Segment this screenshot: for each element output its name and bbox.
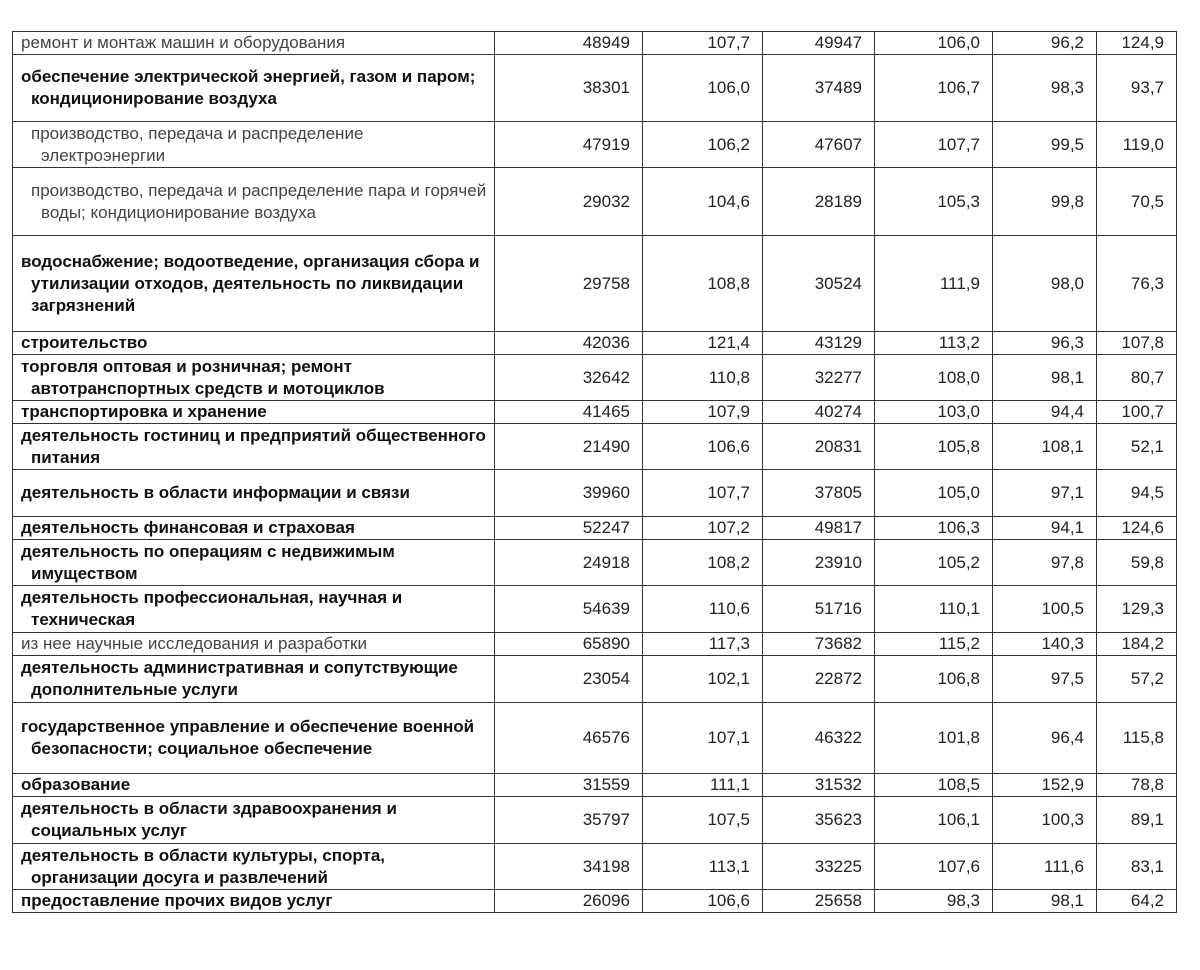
value-cell-col-2: 107,2 (643, 517, 763, 540)
row-label: деятельность в области информации и связи (13, 470, 495, 517)
value-cell-col-5: 94,4 (993, 401, 1097, 424)
value-cell-col-4: 106,7 (875, 55, 993, 122)
value-cell-col-4: 103,0 (875, 401, 993, 424)
value-cell-col-3: 35623 (763, 797, 875, 844)
row-label: транспортировка и хранение (13, 401, 495, 424)
value-cell-col-4: 110,1 (875, 586, 993, 633)
table-row (13, 540, 1177, 586)
value-cell-col-4: 107,6 (875, 844, 993, 890)
value-cell-col-6: 89,1 (1097, 797, 1177, 844)
value-cell-col-5: 96,3 (993, 332, 1097, 355)
value-cell-col-3: 37489 (763, 55, 875, 122)
value-cell-col-3: 22872 (763, 656, 875, 703)
value-cell-col-5: 108,1 (993, 424, 1097, 470)
value-cell-col-4: 106,8 (875, 656, 993, 703)
value-cell-col-2: 107,7 (643, 470, 763, 517)
row-label: деятельность административная и сопутствующие дополнительные услуги (13, 656, 495, 703)
row-label: государственное управление и обеспечение военной безопасности; социальное обеспечение (13, 703, 495, 774)
value-cell-col-1: 32642 (495, 355, 643, 401)
table-body (13, 32, 1177, 913)
value-cell-col-2: 108,8 (643, 236, 763, 332)
table-row (13, 774, 1177, 797)
table-row (13, 656, 1177, 703)
value-cell-col-2: 104,6 (643, 168, 763, 236)
value-cell-col-4: 105,3 (875, 168, 993, 236)
value-cell-col-3: 37805 (763, 470, 875, 517)
value-cell-col-2: 107,1 (643, 703, 763, 774)
value-cell-col-1: 26096 (495, 890, 643, 913)
value-cell-col-1: 46576 (495, 703, 643, 774)
value-cell-col-2: 111,1 (643, 774, 763, 797)
value-cell-col-4: 105,0 (875, 470, 993, 517)
value-cell-col-5: 99,8 (993, 168, 1097, 236)
value-cell-col-3: 20831 (763, 424, 875, 470)
row-label: деятельность гостиниц и предприятий общественного питания (13, 424, 495, 470)
value-cell-col-6: 119,0 (1097, 122, 1177, 168)
value-cell-col-4: 106,3 (875, 517, 993, 540)
value-cell-col-1: 31559 (495, 774, 643, 797)
value-cell-col-2: 110,8 (643, 355, 763, 401)
wage-statistics-table (12, 31, 1177, 913)
value-cell-col-2: 106,0 (643, 55, 763, 122)
table-row (13, 633, 1177, 656)
value-cell-col-5: 111,6 (993, 844, 1097, 890)
value-cell-col-4: 98,3 (875, 890, 993, 913)
table-row (13, 236, 1177, 332)
value-cell-col-3: 73682 (763, 633, 875, 656)
value-cell-col-3: 49947 (763, 32, 875, 55)
row-label: образование (13, 774, 495, 797)
value-cell-col-1: 42036 (495, 332, 643, 355)
value-cell-col-5: 98,1 (993, 355, 1097, 401)
value-cell-col-4: 101,8 (875, 703, 993, 774)
value-cell-col-3: 49817 (763, 517, 875, 540)
value-cell-col-2: 107,9 (643, 401, 763, 424)
value-cell-col-2: 121,4 (643, 332, 763, 355)
value-cell-col-5: 97,5 (993, 656, 1097, 703)
value-cell-col-4: 111,9 (875, 236, 993, 332)
row-label: торговля оптовая и розничная; ремонт автотранспортных средств и мотоциклов (13, 355, 495, 401)
row-label: производство, передача и распределение электроэнергии (13, 122, 495, 168)
value-cell-col-6: 80,7 (1097, 355, 1177, 401)
value-cell-col-6: 124,6 (1097, 517, 1177, 540)
value-cell-col-6: 52,1 (1097, 424, 1177, 470)
value-cell-col-1: 24918 (495, 540, 643, 586)
value-cell-col-6: 93,7 (1097, 55, 1177, 122)
value-cell-col-1: 65890 (495, 633, 643, 656)
value-cell-col-6: 100,7 (1097, 401, 1177, 424)
table-row (13, 470, 1177, 517)
value-cell-col-6: 107,8 (1097, 332, 1177, 355)
value-cell-col-6: 83,1 (1097, 844, 1177, 890)
value-cell-col-4: 113,2 (875, 332, 993, 355)
value-cell-col-3: 33225 (763, 844, 875, 890)
table-row (13, 586, 1177, 633)
value-cell-col-4: 106,1 (875, 797, 993, 844)
value-cell-col-2: 106,6 (643, 890, 763, 913)
value-cell-col-5: 98,0 (993, 236, 1097, 332)
value-cell-col-4: 105,2 (875, 540, 993, 586)
value-cell-col-1: 23054 (495, 656, 643, 703)
value-cell-col-6: 64,2 (1097, 890, 1177, 913)
value-cell-col-4: 108,0 (875, 355, 993, 401)
table-row (13, 122, 1177, 168)
value-cell-col-6: 78,8 (1097, 774, 1177, 797)
row-label: деятельность в области здравоохранения и социальных услуг (13, 797, 495, 844)
value-cell-col-1: 52247 (495, 517, 643, 540)
value-cell-col-6: 59,8 (1097, 540, 1177, 586)
row-label: деятельность профессиональная, научная и техническая (13, 586, 495, 633)
table-row (13, 890, 1177, 913)
row-label: предоставление прочих видов услуг (13, 890, 495, 913)
value-cell-col-6: 115,8 (1097, 703, 1177, 774)
table-row (13, 797, 1177, 844)
value-cell-col-5: 140,3 (993, 633, 1097, 656)
value-cell-col-6: 70,5 (1097, 168, 1177, 236)
value-cell-col-4: 108,5 (875, 774, 993, 797)
value-cell-col-1: 29032 (495, 168, 643, 236)
value-cell-col-3: 31532 (763, 774, 875, 797)
value-cell-col-4: 115,2 (875, 633, 993, 656)
table-row (13, 401, 1177, 424)
value-cell-col-2: 106,2 (643, 122, 763, 168)
value-cell-col-2: 108,2 (643, 540, 763, 586)
row-label: деятельность финансовая и страховая (13, 517, 495, 540)
value-cell-col-4: 107,7 (875, 122, 993, 168)
value-cell-col-1: 38301 (495, 55, 643, 122)
value-cell-col-5: 152,9 (993, 774, 1097, 797)
row-label: из нее научные исследования и разработки (13, 633, 495, 656)
value-cell-col-6: 124,9 (1097, 32, 1177, 55)
value-cell-col-6: 76,3 (1097, 236, 1177, 332)
value-cell-col-5: 99,5 (993, 122, 1097, 168)
value-cell-col-3: 23910 (763, 540, 875, 586)
value-cell-col-2: 106,6 (643, 424, 763, 470)
value-cell-col-2: 102,1 (643, 656, 763, 703)
value-cell-col-5: 96,2 (993, 32, 1097, 55)
value-cell-col-3: 30524 (763, 236, 875, 332)
value-cell-col-2: 107,5 (643, 797, 763, 844)
value-cell-col-4: 106,0 (875, 32, 993, 55)
value-cell-col-1: 35797 (495, 797, 643, 844)
value-cell-col-5: 97,1 (993, 470, 1097, 517)
value-cell-col-1: 21490 (495, 424, 643, 470)
value-cell-col-1: 34198 (495, 844, 643, 890)
value-cell-col-1: 48949 (495, 32, 643, 55)
value-cell-col-3: 46322 (763, 703, 875, 774)
row-label: производство, передача и распределение пара и горячей воды; кондиционирование воздуха (13, 168, 495, 236)
value-cell-col-5: 98,1 (993, 890, 1097, 913)
value-cell-col-2: 113,1 (643, 844, 763, 890)
row-label: ремонт и монтаж машин и оборудования (13, 32, 495, 55)
row-label: обеспечение электрической энергией, газом и паром; кондиционирование воздуха (13, 55, 495, 122)
value-cell-col-3: 43129 (763, 332, 875, 355)
value-cell-col-4: 105,8 (875, 424, 993, 470)
value-cell-col-3: 28189 (763, 168, 875, 236)
table-row (13, 517, 1177, 540)
value-cell-col-6: 129,3 (1097, 586, 1177, 633)
value-cell-col-2: 107,7 (643, 32, 763, 55)
table-row (13, 424, 1177, 470)
value-cell-col-2: 110,6 (643, 586, 763, 633)
value-cell-col-2: 117,3 (643, 633, 763, 656)
value-cell-col-1: 41465 (495, 401, 643, 424)
row-label: строительство (13, 332, 495, 355)
value-cell-col-6: 184,2 (1097, 633, 1177, 656)
value-cell-col-6: 57,2 (1097, 656, 1177, 703)
value-cell-col-3: 32277 (763, 355, 875, 401)
table-row (13, 332, 1177, 355)
value-cell-col-3: 47607 (763, 122, 875, 168)
value-cell-col-5: 97,8 (993, 540, 1097, 586)
value-cell-col-5: 94,1 (993, 517, 1097, 540)
value-cell-col-3: 40274 (763, 401, 875, 424)
value-cell-col-1: 39960 (495, 470, 643, 517)
row-label: водоснабжение; водоотведение, организация сбора и утилизации отходов, деятельность по ликвидации загрязнений (13, 236, 495, 332)
value-cell-col-5: 98,3 (993, 55, 1097, 122)
value-cell-col-3: 25658 (763, 890, 875, 913)
value-cell-col-1: 54639 (495, 586, 643, 633)
value-cell-col-5: 96,4 (993, 703, 1097, 774)
value-cell-col-1: 47919 (495, 122, 643, 168)
table-row (13, 844, 1177, 890)
value-cell-col-5: 100,3 (993, 797, 1097, 844)
table-row (13, 32, 1177, 55)
table-row (13, 55, 1177, 122)
value-cell-col-6: 94,5 (1097, 470, 1177, 517)
value-cell-col-3: 51716 (763, 586, 875, 633)
row-label: деятельность по операциям с недвижимым имуществом (13, 540, 495, 586)
value-cell-col-1: 29758 (495, 236, 643, 332)
table-row (13, 355, 1177, 401)
row-label: деятельность в области культуры, спорта, организации досуга и развлечений (13, 844, 495, 890)
value-cell-col-5: 100,5 (993, 586, 1097, 633)
table-row (13, 703, 1177, 774)
table-row (13, 168, 1177, 236)
